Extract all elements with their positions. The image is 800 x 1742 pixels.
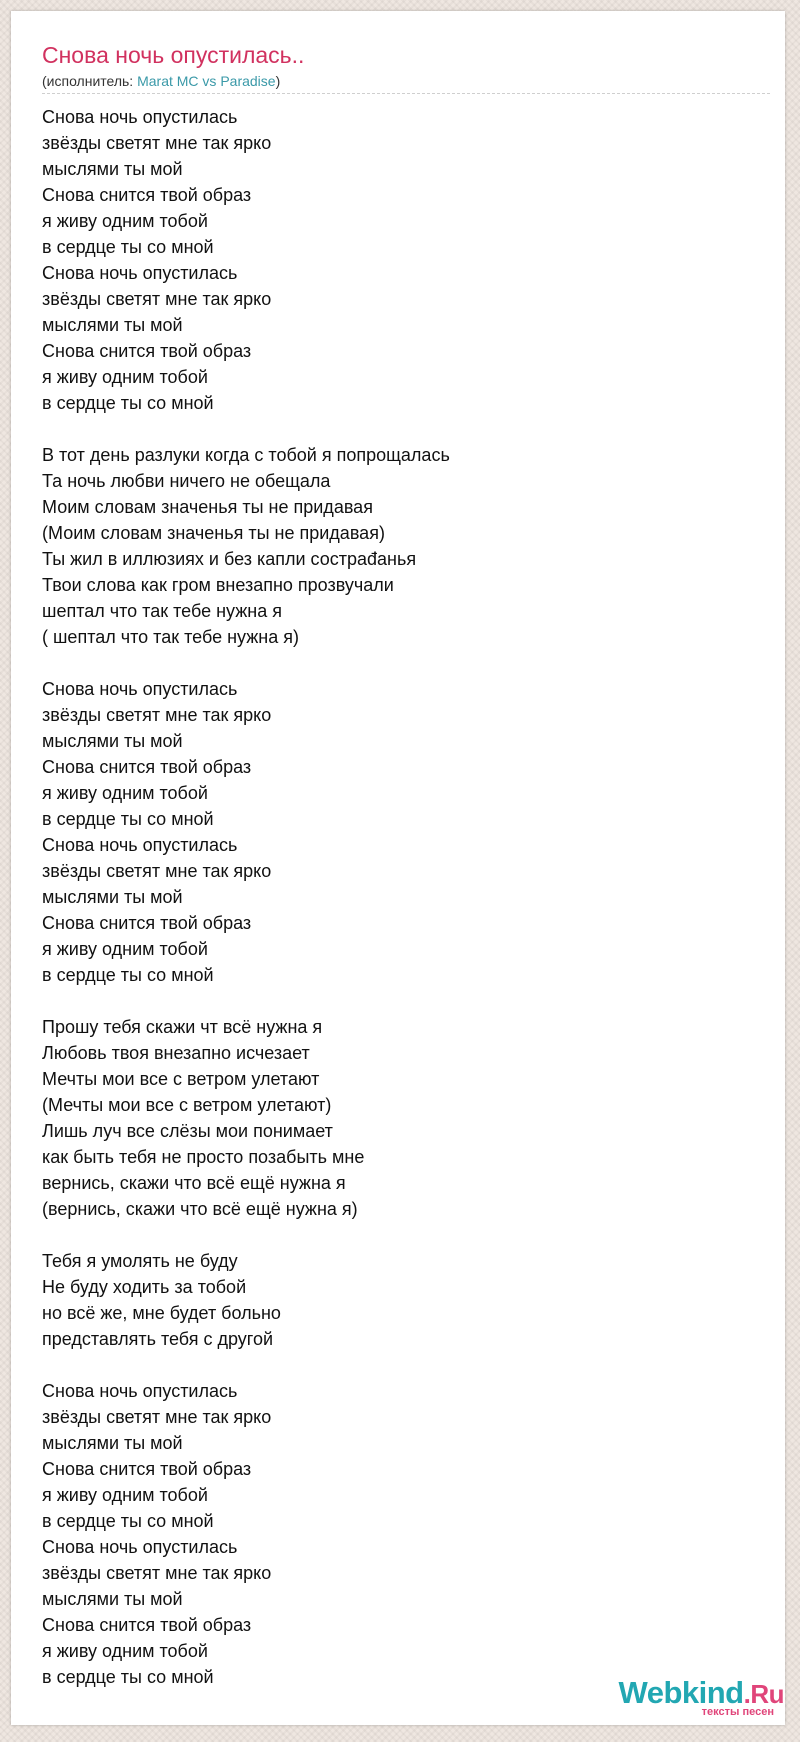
lyric-line: Ты жил в иллюзиях и без капли сострađанья [42, 549, 417, 569]
lyric-line: мыслями ты мой [42, 731, 183, 751]
lyric-line: Снова ночь опустилась [42, 107, 238, 127]
lyric-line: в сердце ты со мной [42, 237, 214, 257]
lyric-line: Снова снится твой образ [42, 913, 252, 933]
header-divider [42, 93, 770, 94]
site-logo [618, 1675, 784, 1718]
lyric-line: Снова ночь опустилась [42, 679, 238, 699]
lyric-line: я живу одним тобой [42, 211, 208, 231]
lyric-line [42, 1222, 762, 1248]
lyric-line: я живу одним тобой [42, 1485, 208, 1505]
lyric-line: но всё же, мне будет больно [42, 1303, 281, 1323]
lyric-line: я живу одним тобой [42, 367, 208, 387]
lyric-line: Тебя я умолять не буду [42, 1251, 238, 1271]
lyric-line: мыслями ты мой [42, 1433, 183, 1453]
lyrics-card [11, 11, 785, 1725]
lyric-line: (вернись, скажи что всё ещё нужна я) [42, 1199, 358, 1219]
lyric-line: Снова ночь опустилась [42, 1537, 238, 1557]
lyric-line: в сердце ты со мной [42, 1667, 214, 1687]
lyric-line: вернись, скажи что всё ещё нужна я [42, 1173, 346, 1193]
lyric-line: в сердце ты со мной [42, 809, 214, 829]
artist-prefix: (исполнитель: [42, 73, 138, 89]
lyric-line: Твои слова как гром внезапно прозвучали [42, 575, 394, 595]
lyric-line: Та ночь любви ничего не обещала [42, 471, 331, 491]
lyric-line: мыслями ты мой [42, 159, 183, 179]
lyric-line: звёзды светят мне так ярко [42, 289, 272, 309]
lyric-line: Снова снится твой образ [42, 1615, 252, 1635]
lyric-line: мыслями ты мой [42, 887, 183, 907]
lyric-line [42, 416, 762, 442]
lyric-line: я живу одним тобой [42, 783, 208, 803]
lyric-line: (Моим словам значенья ты не придавая) [42, 523, 385, 543]
lyric-line: Моим словам значенья ты не придавая [42, 497, 373, 517]
lyric-line: я живу одним тобой [42, 1641, 208, 1661]
lyrics-body [42, 104, 762, 1690]
lyric-line: звёзды светят мне так ярко [42, 1407, 272, 1427]
artist-link[interactable]: Marat MC vs Paradise [137, 73, 276, 89]
lyric-line: представлять тебя с другой [42, 1329, 274, 1349]
lyric-line [42, 650, 762, 676]
logo-tld: .Ru [743, 1679, 784, 1709]
lyric-line: Мечты мои все с ветром улетают [42, 1069, 320, 1089]
lyric-line: звёзды светят мне так ярко [42, 1563, 272, 1583]
lyric-line: Лишь луч все слёзы мои понимает [42, 1121, 333, 1141]
lyric-line: в сердце ты со мной [42, 965, 214, 985]
lyric-line [42, 1352, 762, 1378]
lyric-line: Снова снится твой образ [42, 341, 252, 361]
lyric-line: Любовь твоя внезапно исчезает [42, 1043, 310, 1063]
logo-tagline: тексты песен [701, 1706, 774, 1718]
song-title: Снова ночь опустилась.. [42, 42, 305, 68]
lyric-line: я живу одним тобой [42, 939, 208, 959]
lyric-line: в сердце ты со мной [42, 393, 214, 413]
artist-line [42, 72, 280, 90]
lyric-line: звёзды светят мне так ярко [42, 861, 272, 881]
lyric-line: как быть тебя не просто позабыть мне [42, 1147, 365, 1167]
artist-suffix: ) [275, 73, 281, 89]
lyric-line: звёзды светят мне так ярко [42, 705, 272, 725]
lyric-line: мыслями ты мой [42, 315, 183, 335]
lyric-line [42, 988, 762, 1014]
lyric-line: Снова снится твой образ [42, 185, 252, 205]
lyric-line: Не буду ходить за тобой [42, 1277, 247, 1297]
lyric-line: Снова ночь опустилась [42, 1381, 238, 1401]
lyric-line: звёзды светят мне так ярко [42, 133, 272, 153]
lyric-line: (Мечты мои все с ветром улетают) [42, 1095, 332, 1115]
lyric-line: Снова снится твой образ [42, 757, 252, 777]
lyric-line: шептал что так тебе нужна я [42, 601, 282, 621]
lyric-line: Прошу тебя скажи чт всё нужна я [42, 1017, 323, 1037]
lyric-line: В тот день разлуки когда с тобой я попрощалась [42, 445, 450, 465]
lyric-line: мыслями ты мой [42, 1589, 183, 1609]
lyric-line: Снова ночь опустилась [42, 835, 238, 855]
lyric-line: ( шептал что так тебе нужна я) [42, 627, 299, 647]
logo-brand: Webkind [618, 1675, 744, 1710]
lyric-line: Снова ночь опустилась [42, 263, 238, 283]
lyric-line: в сердце ты со мной [42, 1511, 214, 1531]
lyric-line: Снова снится твой образ [42, 1459, 252, 1479]
